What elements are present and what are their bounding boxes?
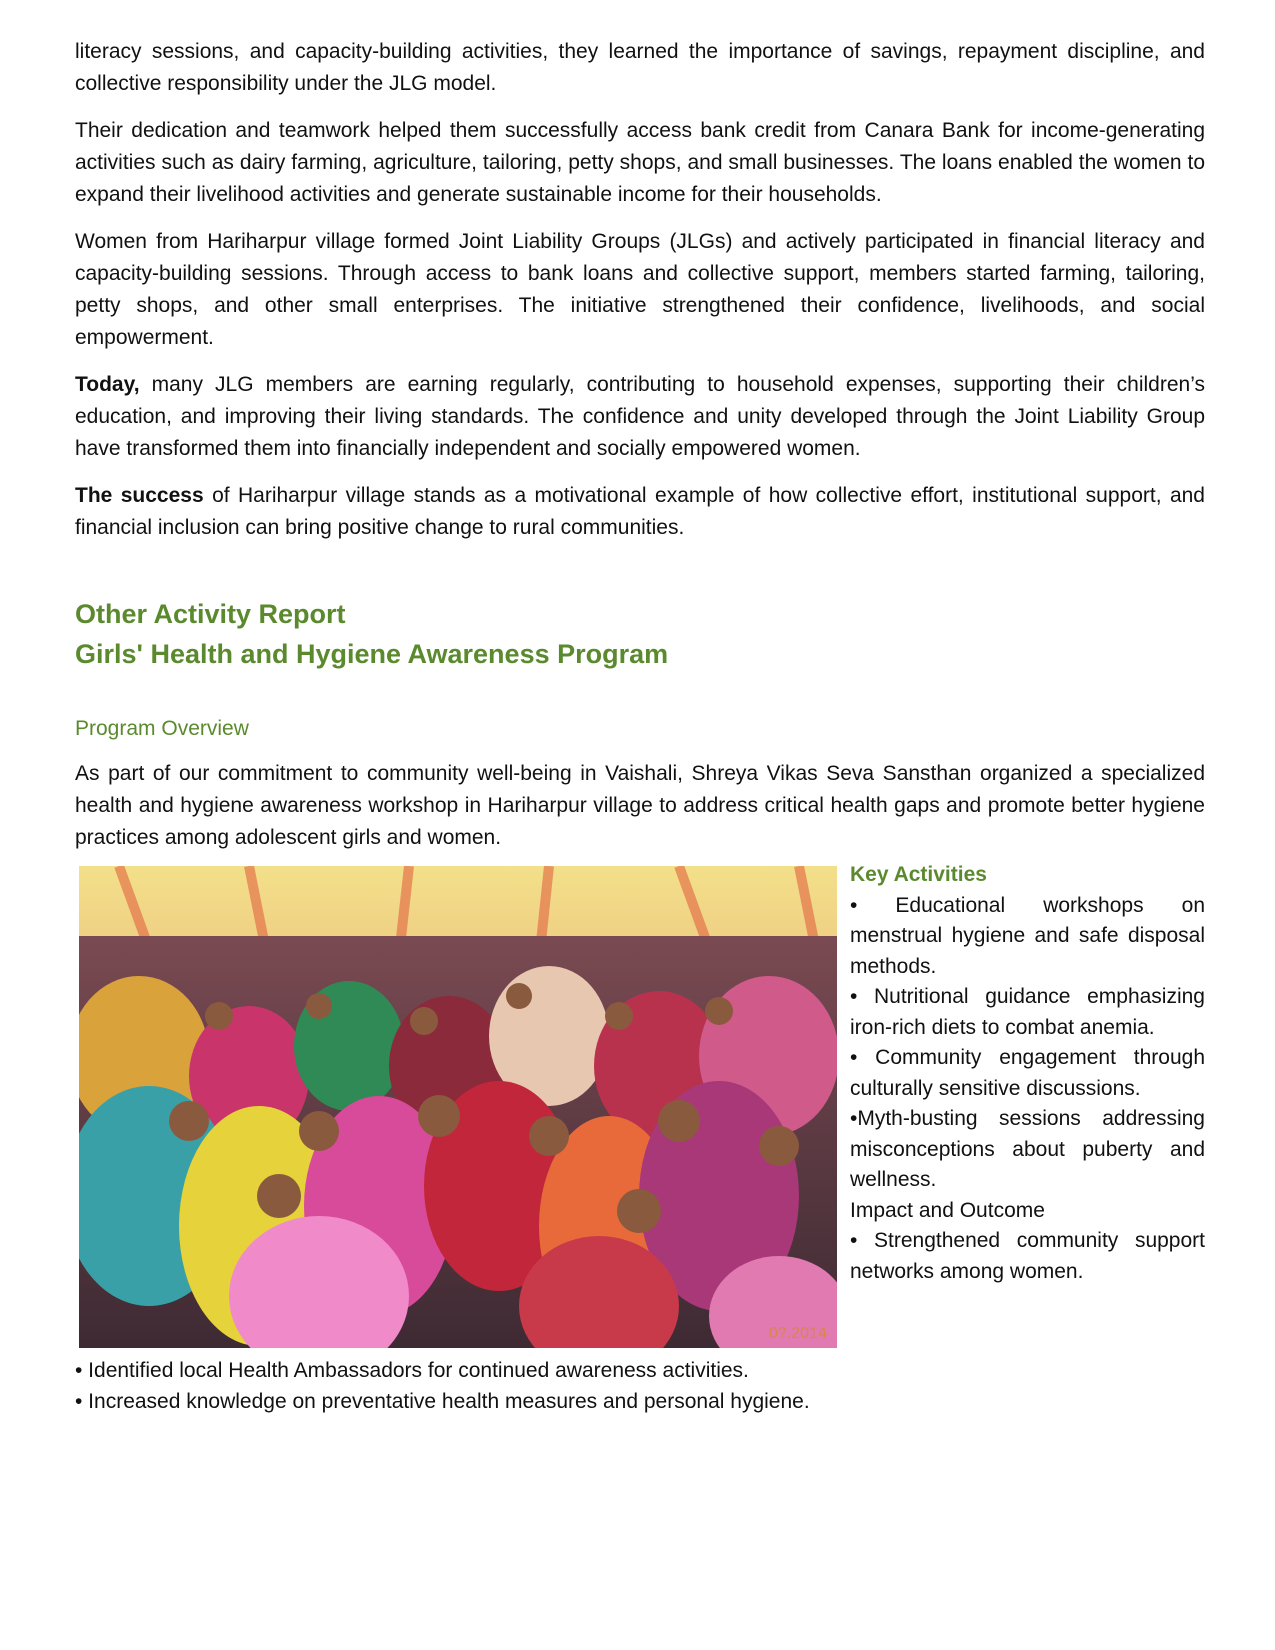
photo-date-stamp: 0?.2014: [769, 1325, 827, 1342]
paragraph-success: [75, 480, 1205, 544]
key-activity-item: • Educational workshops on menstrual hygiene and safe disposal methods.: [850, 893, 1205, 978]
success-text: of Hariharpur village stands as a motivational example of how collective effort, institutional support, and financial inclusion can bring positive change to rural communities.: [75, 484, 1205, 539]
section-title: Other Activity Report: [75, 599, 346, 629]
today-lead: Today,: [75, 373, 140, 396]
key-activities-panel: [850, 860, 1205, 1287]
impact-item: • Strengthened community support networks among women.: [850, 1229, 1205, 1283]
key-activity-item: • Community engagement through culturally sensitive discussions.: [850, 1046, 1205, 1100]
activity-media-row: [75, 860, 1205, 1348]
impact-heading: Impact and Outcome: [850, 1198, 1045, 1222]
impact-item: • Increased knowledge on preventative health measures and personal hygiene.: [75, 1389, 810, 1413]
impact-list-continued: [75, 1356, 1205, 1417]
impact-item: • Identified local Health Ambassadors for continued awareness activities.: [75, 1359, 749, 1382]
today-text: many JLG members are earning regularly, contributing to household expenses, supporting their children’s education, and improving their living standards. The confidence and unity developed through the Joint Liability Group have transformed them into financially independent and socially empowered women.: [75, 373, 1205, 460]
page-content: [75, 36, 1205, 1417]
key-activities-heading: Key Activities: [850, 863, 987, 886]
paragraph-hariharpur-jlg: Women from Hariharpur village formed Joint Liability Groups (JLGs) and actively participated in financial literacy and capacity-building sessions. Through access to bank loans and collective support, members started farming, tailoring, petty shops, and other small enterprises. The initiative strengthened their confidence, livelihoods, and social empowerment.: [75, 230, 1205, 349]
paragraph-bank-credit: Their dedication and teamwork helped them successfully access bank credit from Canara Bank for income-generating activities such as dairy farming, agriculture, tailoring, petty shops, and small businesses. The loans enabled the women to expand their livelihood activities and generate sustainable income for their households.: [75, 119, 1205, 206]
key-activity-item: • Nutritional guidance emphasizing iron-rich diets to combat anemia.: [850, 985, 1205, 1039]
paragraph-today: [75, 369, 1205, 465]
program-overview-text: As part of our commitment to community well-being in Vaishali, Shreya Vikas Seva Sansthan organized a specialized health and hygiene awareness workshop in Hariharpur village to address critical health gaps and promote better hygiene practices among adolescent girls and women.: [75, 762, 1205, 849]
success-lead: The success: [75, 484, 204, 507]
workshop-photo: [79, 866, 837, 1348]
key-activity-item: •Myth-busting sessions addressing misconceptions about puberty and wellness.: [850, 1107, 1205, 1191]
paragraph-jlg-training: literacy sessions, and capacity-building activities, they learned the importance of savings, repayment discipline, and collective responsibility under the JLG model.: [75, 40, 1205, 95]
section-heading-block: [75, 594, 1205, 674]
workshop-photo-image: [79, 866, 837, 1348]
program-overview-heading: Program Overview: [75, 717, 249, 740]
section-subtitle: Girls' Health and Hygiene Awareness Program: [75, 639, 669, 669]
